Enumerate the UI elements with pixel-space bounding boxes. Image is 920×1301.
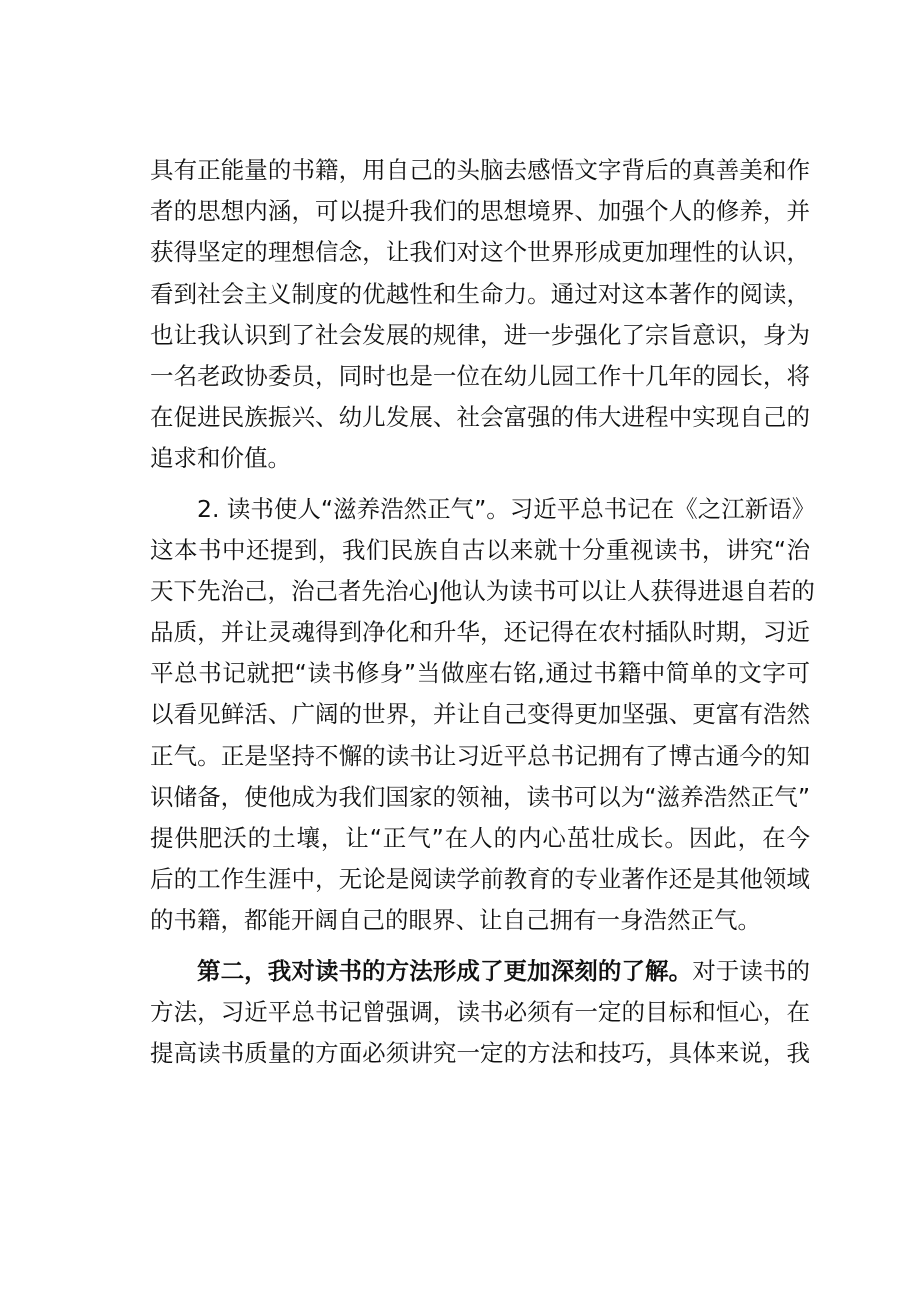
- paragraph-line: 平总书记就把“读书修身”当做座右铭,通过书籍中简单的文字可: [150, 659, 810, 688]
- paragraph-line: 一名老政协委员，同时也是一位在幼儿园工作十几年的园长，将: [150, 361, 810, 390]
- paragraph-line: 天下先治己，治己者先治心J他认为读书可以让人获得进退自若的: [150, 576, 815, 605]
- paragraph-line: 正气。正是坚持不懈的读书让习近平总书记拥有了博古通今的知: [150, 741, 810, 770]
- paragraph-line: 这本书中还提到，我们民族自古以来就十分重视读书，讲究“治: [150, 535, 810, 564]
- paragraph-spacer: [150, 480, 810, 489]
- paragraph-spacer: [150, 942, 810, 951]
- paragraph-2: [150, 489, 816, 942]
- paragraph-line: 后的工作生涯中，无论是阅读学前教育的专业著作还是其他领域: [150, 865, 810, 894]
- paragraph-line: 获得坚定的理想信念，让我们对这个世界形成更加理性的认识，: [150, 238, 810, 267]
- section-heading: 第二，我对读书的方法形成了更加深刻的了解。: [197, 956, 693, 985]
- paragraph-line-rest: 对于读书的: [692, 956, 811, 985]
- paragraph-line: 识储备，使他成为我们国家的领袖，读书可以为“滋养浩然正气”: [150, 782, 810, 811]
- paragraph-3: [150, 951, 810, 1075]
- paragraph-line: 提供肥沃的土壤，让“正气”在人的内心茁壮成长。因此，在今: [150, 824, 810, 852]
- paragraph-line: 以看见鲜活、广阔的世界，并让自己变得更加坚强、更富有浩然: [150, 700, 810, 729]
- paragraph-line: 也让我认识到了社会发展的规律，进一步强化了宗旨意识，身为: [150, 320, 810, 349]
- document-body: [150, 150, 816, 1074]
- paragraph-line: 追求和价值。: [150, 444, 291, 473]
- paragraph-line: 具有正能量的书籍，用自己的头脑去感悟文字背后的真善美和作: [150, 156, 810, 184]
- paragraph-line: 品质，并让灵魂得到净化和升华，还记得在农村插队时期，习近: [150, 618, 810, 647]
- paragraph-line: [150, 951, 810, 992]
- paragraph-1: [150, 150, 810, 480]
- paragraph-line: 的书籍，都能开阔自己的眼界、让自己拥有一身浩然正气。: [150, 906, 761, 935]
- paragraph-line: 在促进民族振兴、幼儿发展、社会富强的伟大进程中实现自己的: [150, 403, 810, 432]
- paragraph-line: 2. 读书使人“滋养浩然正气”。习近平总书记在《之江新语》: [197, 494, 816, 523]
- paragraph-line: 者的思想内涵，可以提升我们的思想境界、加强个人的修养，并: [150, 197, 810, 226]
- paragraph-line: 提高读书质量的方面必须讲究一定的方法和技巧，具体来说，我: [150, 1038, 810, 1067]
- paragraph-line: 看到社会主义制度的优越性和生命力。通过对这本著作的阅读，: [150, 279, 810, 308]
- paragraph-line: 方法，习近平总书记曾强调，读书必须有一定的目标和恒心，在: [150, 997, 810, 1026]
